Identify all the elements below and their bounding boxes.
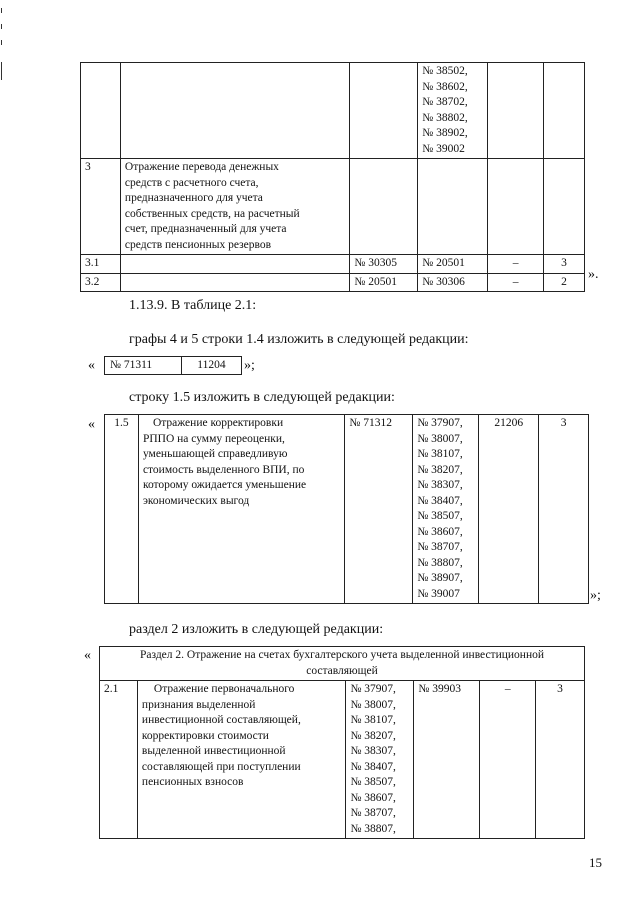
symbol-cell: – <box>480 681 536 839</box>
row-description: Отражение корректировки РППО на сумму переоценки, уменьшающей справедливую стоимость выделенного ВПИ, по которому ожидается уменьшение экономических выгод <box>138 415 344 604</box>
code-cell: 2 <box>544 273 585 292</box>
opening-quote: « <box>84 648 91 663</box>
credit-account: № 39903 <box>414 681 480 839</box>
table-row <box>100 647 585 681</box>
closing-quote: »; <box>590 588 601 603</box>
debit-account: № 20501 <box>350 273 418 292</box>
debit-account: № 71311 <box>110 359 153 371</box>
section-header: Раздел 2. Отражение на счетах бухгалтерского учета выделенной инвестиционной составляющей <box>100 647 585 681</box>
table-row <box>81 273 585 292</box>
margin-mark <box>1 40 2 45</box>
closing-quote: ». <box>588 267 599 282</box>
account-list: № 37907, № 38007, № 38107, № 38207, № 38307, № 38407, № 38507, № 38607, № 38707, № 38807, № 38907, № 39007 <box>413 415 479 604</box>
page-number: 15 <box>589 855 602 870</box>
symbol-cell: 21206 <box>479 415 539 604</box>
table-row <box>81 255 585 274</box>
table-row <box>100 681 585 839</box>
paragraph-row-1-5: строку 1.5 изложить в следующей редакции: <box>129 390 395 405</box>
table-row <box>105 415 589 604</box>
credit-account: № 30306 <box>418 273 488 292</box>
row-number: 3.2 <box>81 273 121 292</box>
code-cell: 3 <box>544 255 585 274</box>
table-continuation <box>80 62 585 292</box>
margin-mark <box>1 24 2 29</box>
code-cell: 3 <box>536 681 585 839</box>
credit-account: № 20501 <box>418 255 488 274</box>
closing-quote: »; <box>244 358 255 373</box>
code-cell: 3 <box>539 415 589 604</box>
row-number: 1.5 <box>105 415 139 604</box>
row-number: 3 <box>81 159 121 255</box>
paragraph-section-2: раздел 2 изложить в следующей редакции: <box>129 622 384 637</box>
table-row <box>81 159 585 255</box>
opening-quote: « <box>88 358 95 373</box>
table-section-2 <box>99 646 585 839</box>
margin-mark <box>1 8 2 13</box>
symbol-cell: 11204 <box>181 357 241 374</box>
debit-account: № 71312 <box>345 415 413 604</box>
symbol-cell: – <box>488 273 544 292</box>
row-description: Отражение перевода денежных средств с расчетного счета, предназначенного для учета собственных средств, на расчетный счет, предназначенный для учета средств пенсионных резервов <box>120 159 349 255</box>
row-description: Отражение первоначального признания выделенной инвестиционной составляющей, корректировки стоимости выделенной инвестиционной составляющей при поступлении пенсионных взносов <box>137 681 346 839</box>
account-list: № 37907, № 38007, № 38107, № 38207, № 38307, № 38407, № 38507, № 38607, № 38707, № 38807, <box>346 681 414 839</box>
opening-quote: « <box>88 417 95 432</box>
symbol-cell: – <box>488 255 544 274</box>
margin-mark <box>1 62 2 80</box>
row-1-4-box <box>104 356 242 375</box>
paragraph-columns-4-5: графы 4 и 5 строки 1.4 изложить в следующей редакции: <box>129 332 469 347</box>
table-row-1-5 <box>104 414 589 604</box>
paragraph-1-13-9: 1.13.9. В таблице 2.1: <box>129 298 257 313</box>
row-number: 2.1 <box>100 681 138 839</box>
table-row <box>81 63 585 159</box>
account-list: № 38502, № 38602, № 38702, № 38802, № 38902, № 39002 <box>418 63 488 159</box>
row-number: 3.1 <box>81 255 121 274</box>
debit-account: № 30305 <box>350 255 418 274</box>
